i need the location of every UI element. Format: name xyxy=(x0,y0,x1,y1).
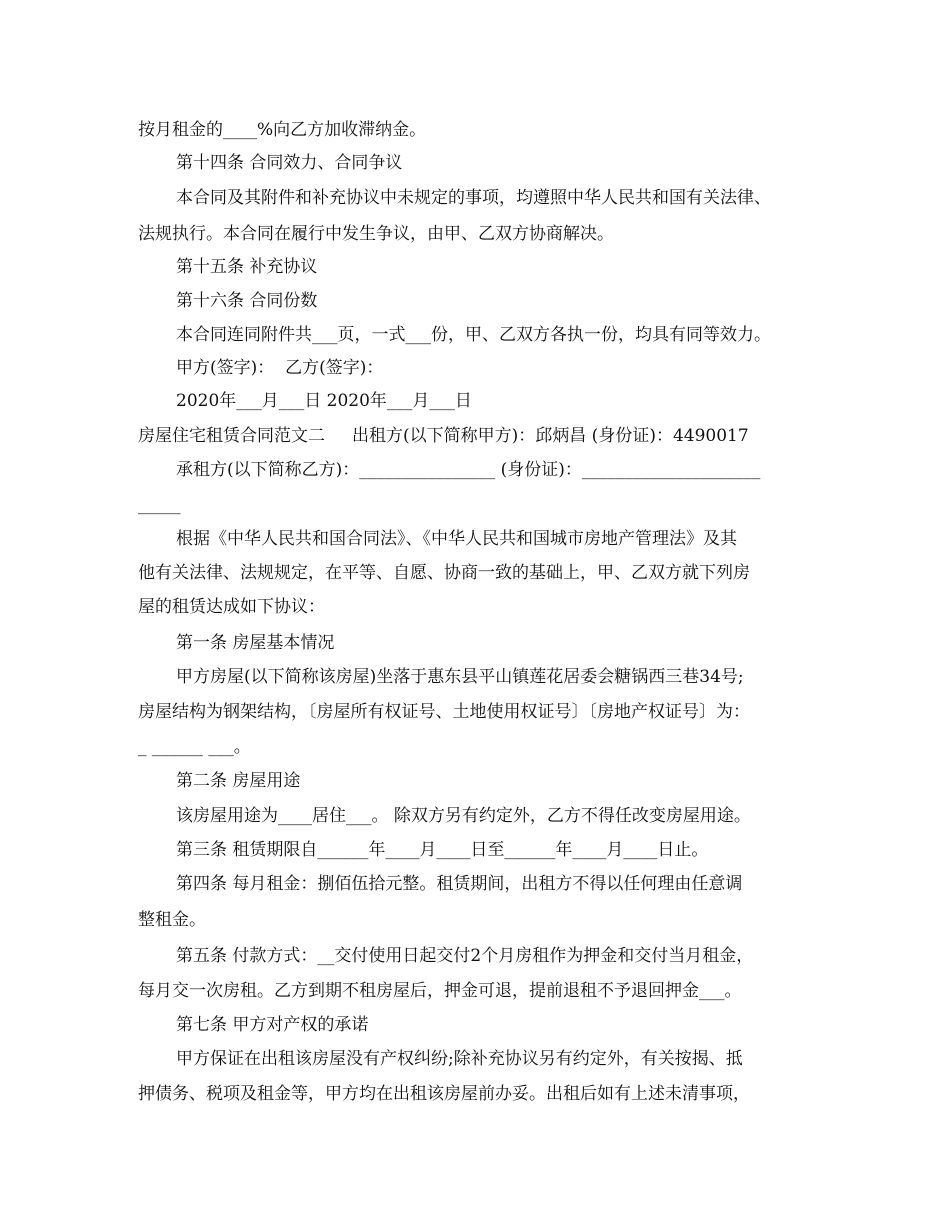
text-line: 第三条 租赁期限自______年____月____日至______年____月____日止。 xyxy=(176,840,709,860)
section-heading: 第十五条 补充协议 xyxy=(176,257,318,277)
section-heading: 第十四条 合同效力、合同争议 xyxy=(176,153,403,173)
date-line: 2020年___月___日 2020年___月___日 xyxy=(176,391,472,411)
text-line: 甲方保证在出租该房屋没有产权纠纷;除补充协议另有约定外，有关按揭、抵 xyxy=(176,1049,743,1069)
text-line: _ ______ ___。 xyxy=(138,737,251,757)
text-line: 房屋结构为钢架结构，〔房屋所有权证号、土地使用权证号〕〔房地产权证号〕为： xyxy=(138,702,750,722)
text-line: 他有关法律、法规规定，在平等、自愿、协商一致的基础上，甲、乙双方就下列房 xyxy=(138,563,750,583)
text-line: 根据《中华人民共和国合同法》、《中华人民共和国城市房地产管理法》及其 xyxy=(176,529,737,549)
tenant-line: 承租方(以下简称乙方)：________________ (身份证)：_____________________ xyxy=(176,460,761,480)
section-heading: 第二条 房屋用途 xyxy=(176,771,301,791)
text-line: 甲方房屋(以下简称该房屋)坐落于惠东县平山镇莲花居委会糖锅西三巷34号; xyxy=(176,667,744,687)
text-line: 第五条 付款方式：__交付使用日起交付2个月房租作为押金和交付当月租金， xyxy=(176,946,754,966)
text-line: 第四条 每月租金：捌佰伍拾元整。租赁期间，出租方不得以任何理由任意调 xyxy=(176,874,743,894)
section-heading: 第一条 房屋基本情况 xyxy=(176,633,335,653)
text-line: _____ xyxy=(138,495,181,515)
text-line: 屋的租赁达成如下协议： xyxy=(138,597,325,617)
text-line: 按月租金的____%向乙方加收滞纳金。 xyxy=(138,120,427,140)
text-line: 每月交一次房租。乙方到期不租房屋后，押金可退，提前退租不予退回押金___。 xyxy=(138,981,742,1001)
text-line: 该房屋用途为____居住___。 除双方另有约定外，乙方不得任改变房屋用途。 xyxy=(176,806,751,826)
section-heading: 第十六条 合同份数 xyxy=(176,291,318,311)
text-line: 本合同及其附件和补充协议中未规定的事项，均遵照中华人民共和国有关法律、 xyxy=(176,188,771,208)
text-line: 法规执行。本合同在履行中发生争议，由甲、乙双方协商解决。 xyxy=(138,224,614,244)
text-line: 本合同连同附件共___页，一式___份，甲、乙双方各执一份，均具有同等效力。 xyxy=(176,325,771,345)
section-heading: 第七条 甲方对产权的承诺 xyxy=(176,1015,369,1035)
text-line: 押债务、税项及租金等，甲方均在出租该房屋前办妥。出租后如有上述未清事项， xyxy=(138,1084,750,1104)
text-line: 整租金。 xyxy=(138,910,206,930)
contract-title-line: 房屋住宅租赁合同范文二 出租方(以下简称甲方)：邱炳昌 (身份证)：4490017 xyxy=(138,426,749,446)
signature-line: 甲方(签字)： 乙方(签字)： xyxy=(176,358,384,378)
